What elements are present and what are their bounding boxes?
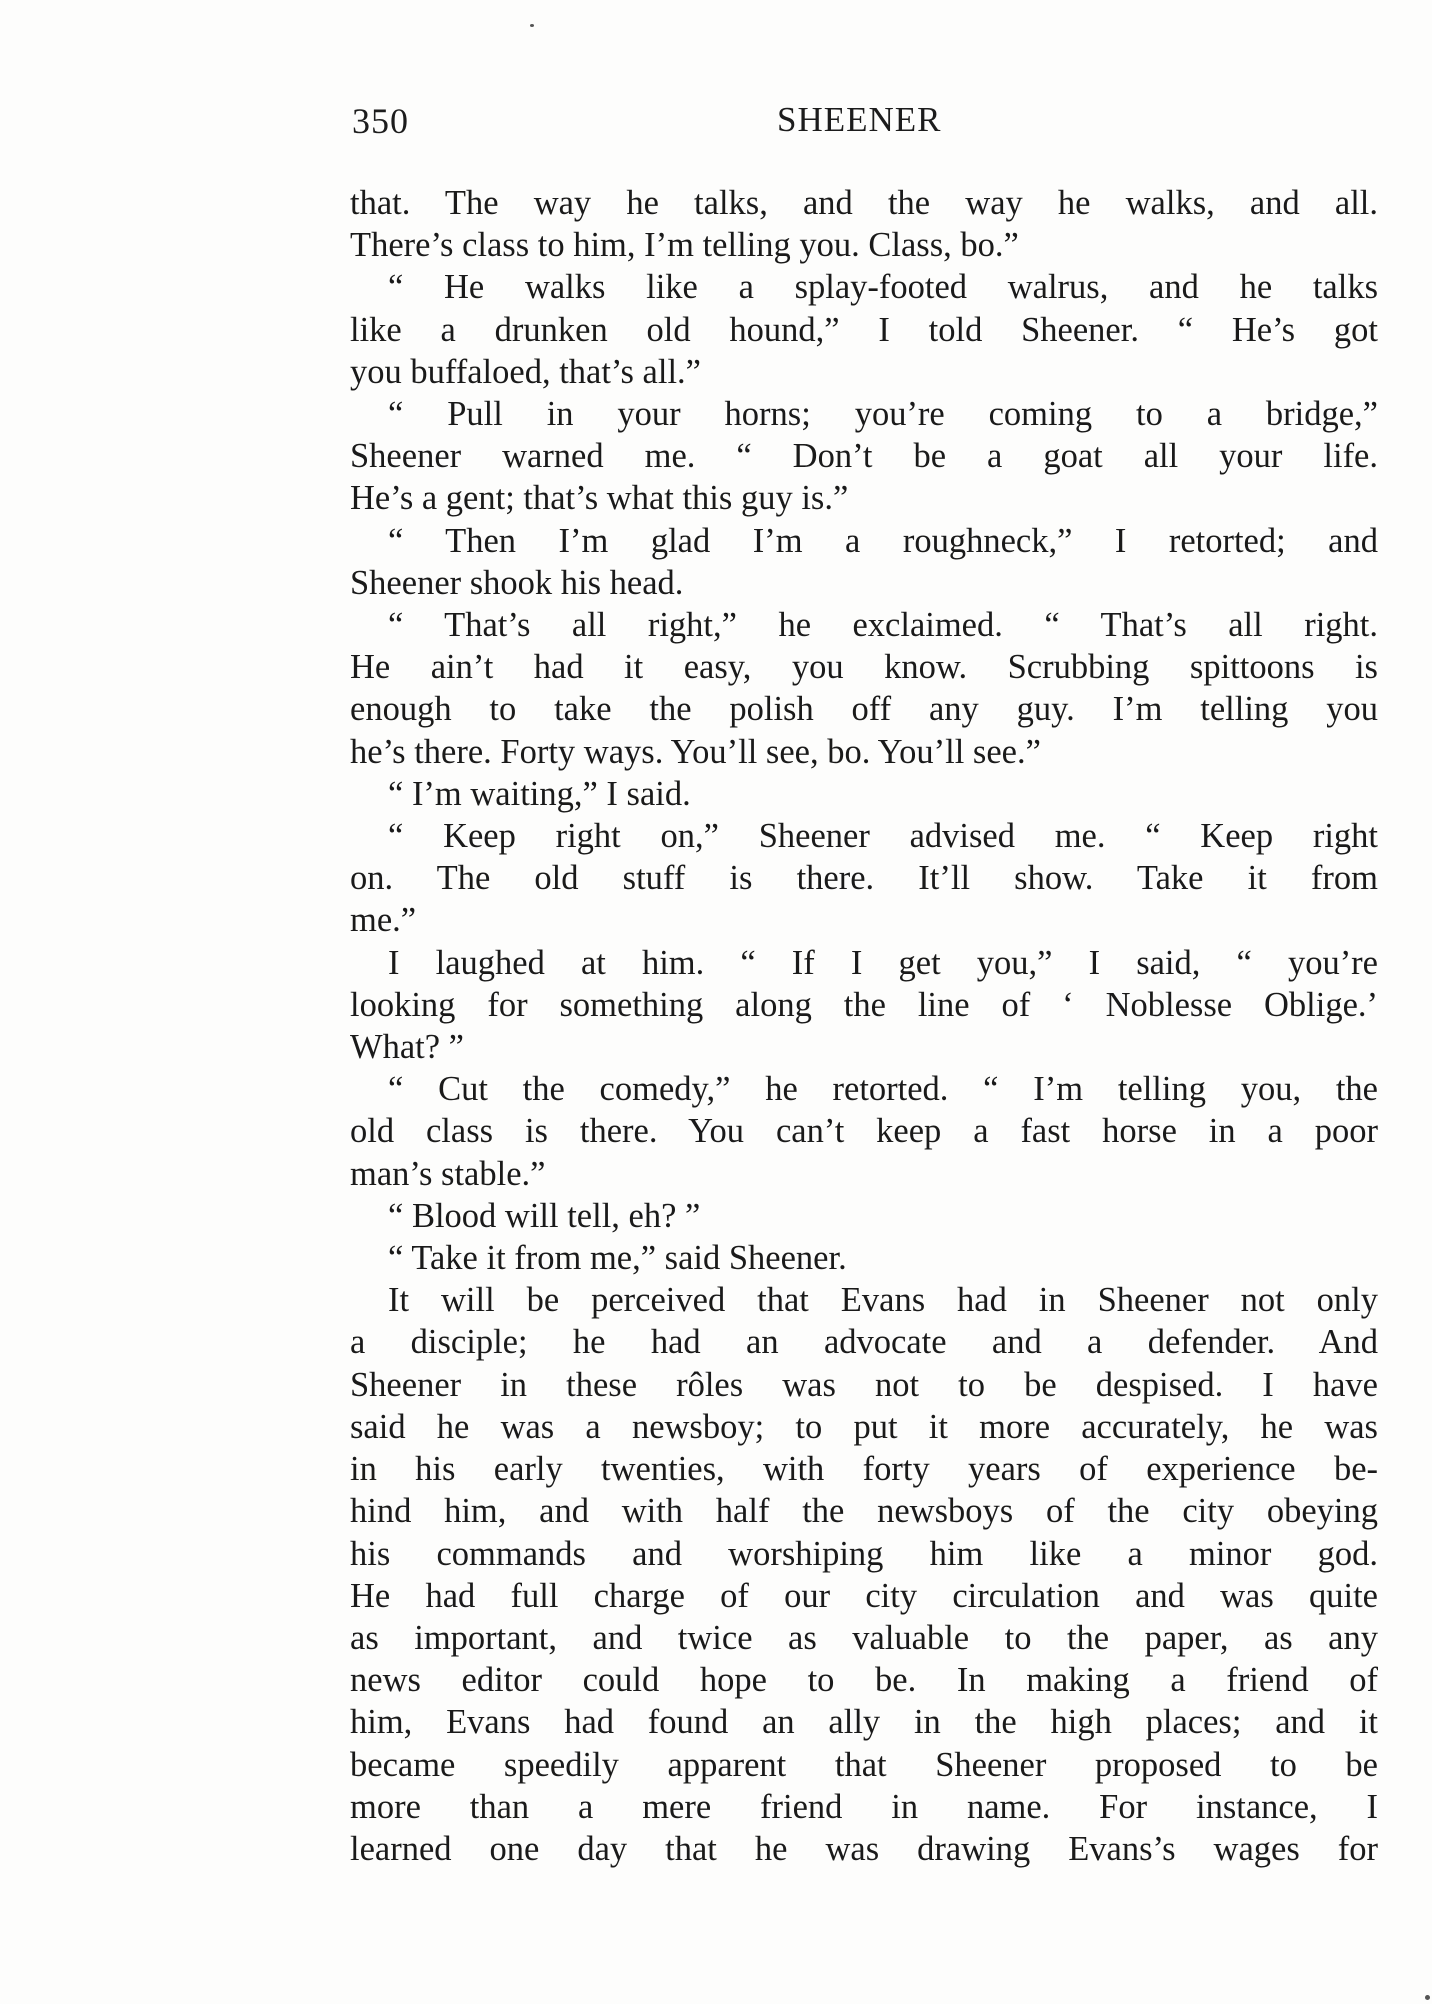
text-line: news editor could hope to be. In making a friend of: [350, 1661, 1378, 1700]
text-line: said he was a newsboy; to put it more accurately, he was: [350, 1407, 1378, 1446]
text-line: “ Then I’m glad I’m a roughneck,” I retorted; and: [388, 521, 1378, 560]
text-line: a disciple; he had an advocate and a defender. And: [350, 1323, 1378, 1362]
text-line: on. The old stuff is there. It’ll show. Take it from: [350, 859, 1378, 898]
text-line: man’s stable.”: [350, 1154, 546, 1193]
text-line: hind him, and with half the newsboys of the city obeying: [350, 1492, 1378, 1531]
text-line: “ I’m waiting,” I said.: [388, 774, 691, 813]
text-line: “ Take it from me,” said Sheener.: [388, 1239, 847, 1278]
text-line: What? ”: [350, 1028, 464, 1067]
text-line: old class is there. You can’t keep a fast horse in a poor: [350, 1112, 1378, 1151]
text-line: “ Keep right on,” Sheener advised me. “ Keep right: [388, 817, 1378, 856]
running-head: SHEENER: [777, 100, 942, 139]
text-line: “ Cut the comedy,” he retorted. “ I’m telling you, the: [388, 1070, 1378, 1109]
text-line: “ Blood will tell, eh? ”: [388, 1196, 701, 1235]
text-line: It will be perceived that Evans had in Sheener not only: [388, 1281, 1378, 1320]
page-number: 350: [352, 101, 409, 141]
text-line: He had full charge of our city circulation and was quite: [350, 1576, 1378, 1615]
text-line: “ That’s all right,” he exclaimed. “ That’s all right.: [388, 606, 1378, 645]
ink-speck: [530, 24, 534, 27]
text-line: you buffaloed, that’s all.”: [350, 352, 701, 391]
text-line: He ain’t had it easy, you know. Scrubbing spittoons is: [350, 648, 1378, 687]
text-line: became speedily apparent that Sheener proposed to be: [350, 1745, 1378, 1784]
text-line: him, Evans had found an ally in the high places; and it: [350, 1703, 1378, 1742]
text-line: as important, and twice as valuable to the paper, as any: [350, 1618, 1378, 1657]
text-line: Sheener warned me. “ Don’t be a goat all your life.: [350, 437, 1378, 476]
text-line: me.”: [350, 901, 417, 940]
text-line: more than a mere friend in name. For instance, I: [350, 1787, 1378, 1826]
text-line: There’s class to him, I’m telling you. Class, bo.”: [350, 226, 1019, 265]
text-line: “ He walks like a splay-footed walrus, and he talks: [388, 268, 1378, 307]
text-line: learned one day that he was drawing Evans’s wages for: [350, 1829, 1378, 1868]
text-line: He’s a gent; that’s what this guy is.”: [350, 479, 849, 518]
text-line: Sheener shook his head.: [350, 563, 684, 602]
text-line: in his early twenties, with forty years of experience be-: [350, 1450, 1378, 1489]
text-line: he’s there. Forty ways. You’ll see, bo. You’ll see.”: [350, 732, 1041, 771]
text-line: enough to take the polish off any guy. I’m telling you: [350, 690, 1378, 729]
text-line: Sheener in these rôles was not to be despised. I have: [350, 1365, 1378, 1404]
text-line: I laughed at him. “ If I get you,” I said, “ you’re: [388, 943, 1378, 982]
text-line: like a drunken old hound,” I told Sheener. “ He’s got: [350, 310, 1378, 349]
text-line: his commands and worshiping him like a minor god.: [350, 1534, 1378, 1573]
body-text: [350, 182, 1378, 1870]
text-line: that. The way he talks, and the way he walks, and all.: [350, 184, 1378, 222]
page-header: [352, 100, 1382, 148]
ink-speck: [1425, 1995, 1430, 2000]
text-line: looking for something along the line of ‘ Noblesse Oblige.’: [350, 985, 1378, 1024]
text-line: “ Pull in your horns; you’re coming to a bridge,”: [388, 395, 1378, 434]
